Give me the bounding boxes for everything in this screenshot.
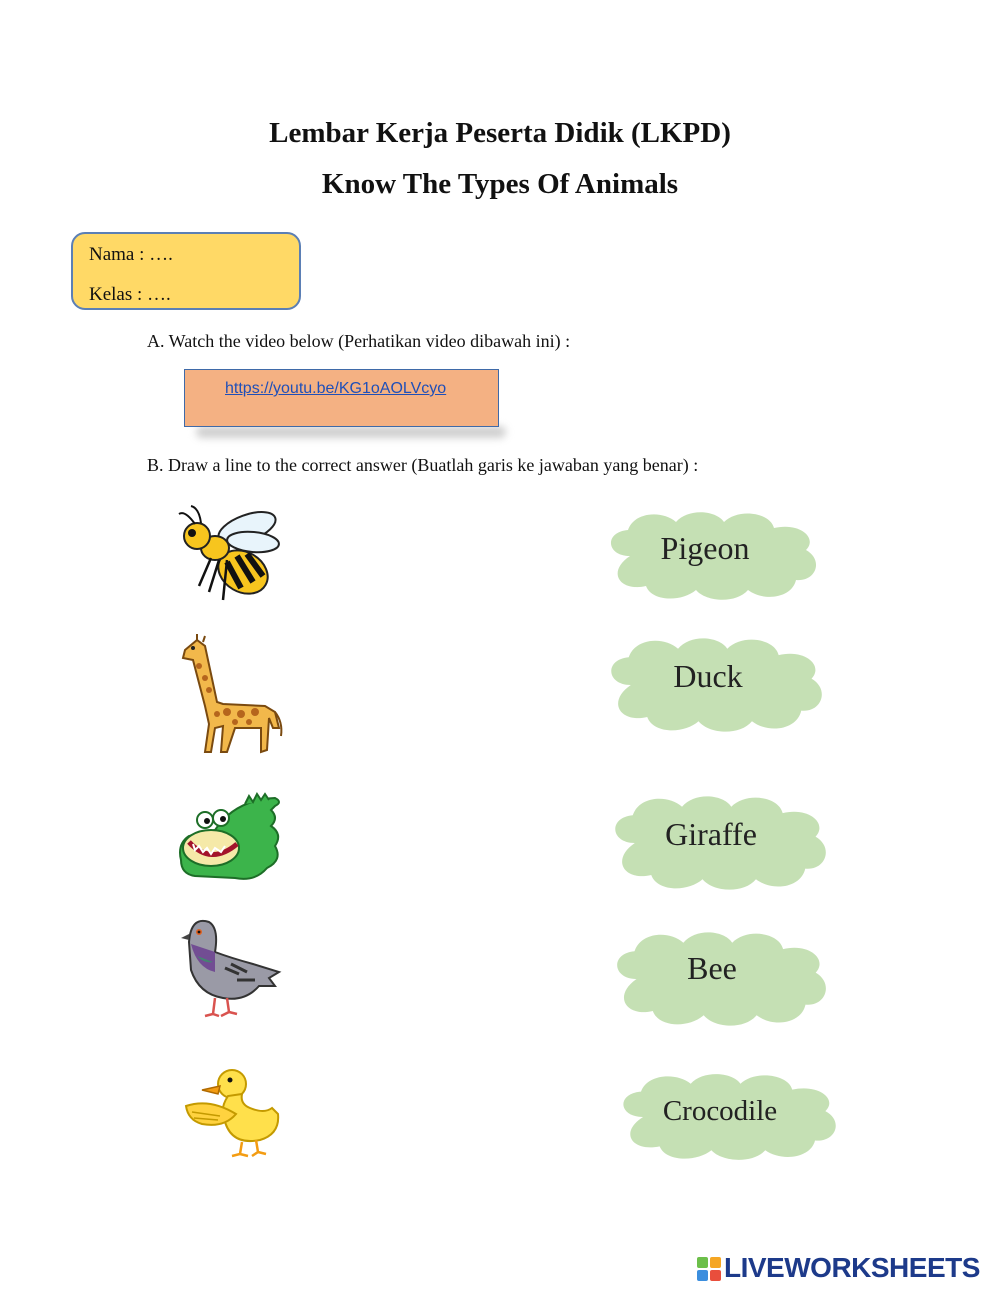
answer-label-4: Bee <box>687 950 737 986</box>
student-identity-box <box>71 232 301 310</box>
answer-label-2: Duck <box>673 658 743 694</box>
bee-icon <box>175 500 287 610</box>
giraffe-icon <box>175 632 287 760</box>
instruction-b: B. Draw a line to the correct answer (Buatlah garis ke jawaban yang benar) : <box>147 455 699 475</box>
liveworksheets-logo <box>697 1252 992 1286</box>
pigeon-icon <box>175 912 287 1022</box>
video-link-box <box>184 369 499 427</box>
student-class-line: Kelas : …. <box>89 284 171 305</box>
link-box-shadow <box>196 426 506 438</box>
crocodile-icon <box>175 790 287 884</box>
worksheet-subtitle: Know The Types Of Animals <box>321 168 679 200</box>
worksheet-title: Lembar Kerja Peserta Didik (LKPD) <box>269 117 731 149</box>
answer-label-1: Pigeon <box>660 530 750 566</box>
liveworksheets-wordmark: LIVEWORKSHEETS <box>724 1252 980 1283</box>
liveworksheets-badge-icon <box>697 1257 721 1281</box>
video-link[interactable]: https://youtu.be/KG1oAOLVcyo <box>225 380 447 397</box>
duck-icon <box>180 1062 286 1160</box>
answer-label-5: Crocodile <box>662 1095 778 1127</box>
answer-label-3: Giraffe <box>665 816 757 852</box>
instruction-a: A. Watch the video below (Perhatikan video dibawah ini) : <box>147 331 571 351</box>
student-name-line: Nama : …. <box>89 244 173 265</box>
